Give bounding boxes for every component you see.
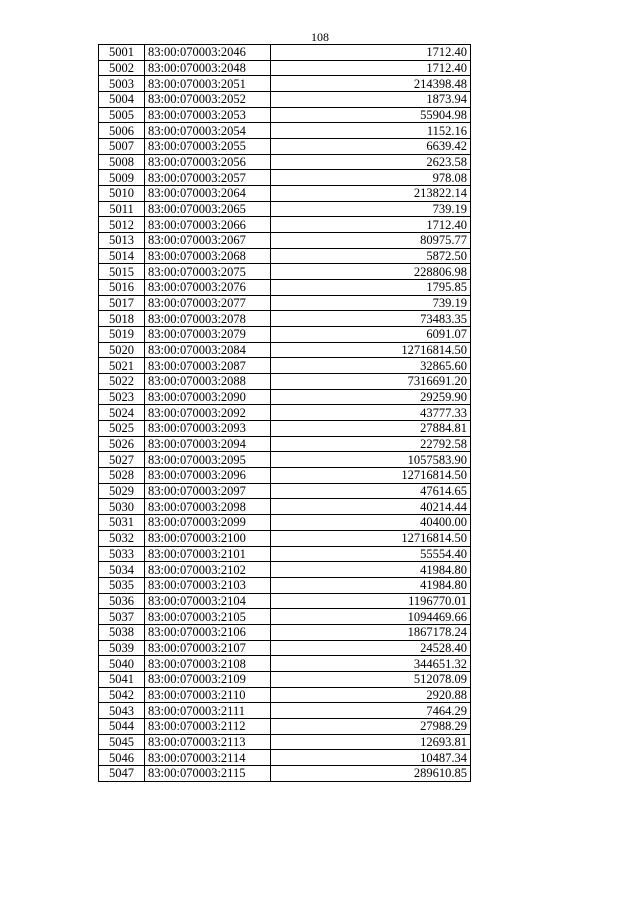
value-cell: 1712.40 xyxy=(271,60,471,76)
cadastral-number-cell: 83:00:070003:2107 xyxy=(145,640,271,656)
row-number-cell: 5005 xyxy=(99,107,145,123)
page-number: 108 xyxy=(311,30,329,44)
row-number-cell: 5030 xyxy=(99,499,145,515)
cadastral-number-cell: 83:00:070003:2112 xyxy=(145,718,271,734)
table-row xyxy=(99,76,471,92)
row-number-cell: 5034 xyxy=(99,562,145,578)
table-row xyxy=(99,765,471,781)
value-cell: 55554.40 xyxy=(271,546,471,562)
cadastral-number-cell: 83:00:070003:2097 xyxy=(145,483,271,499)
table-row xyxy=(99,687,471,703)
table-row xyxy=(99,703,471,719)
row-number-cell: 5011 xyxy=(99,201,145,217)
table-row xyxy=(99,60,471,76)
table-row xyxy=(99,186,471,202)
cadastral-number-cell: 83:00:070003:2093 xyxy=(145,421,271,437)
table-row xyxy=(99,468,471,484)
table-row xyxy=(99,546,471,562)
table-row xyxy=(99,656,471,672)
value-cell: 1873.94 xyxy=(271,92,471,108)
table-row xyxy=(99,750,471,766)
row-number-cell: 5046 xyxy=(99,750,145,766)
value-cell: 228806.98 xyxy=(271,264,471,280)
row-number-cell: 5001 xyxy=(99,45,145,61)
table-body xyxy=(99,45,471,782)
cadastral-number-cell: 83:00:070003:2087 xyxy=(145,358,271,374)
table-row xyxy=(99,248,471,264)
cadastral-number-cell: 83:00:070003:2057 xyxy=(145,170,271,186)
row-number-cell: 5028 xyxy=(99,468,145,484)
table-row xyxy=(99,515,471,531)
value-cell: 1057583.90 xyxy=(271,452,471,468)
row-number-cell: 5026 xyxy=(99,436,145,452)
row-number-cell: 5002 xyxy=(99,60,145,76)
value-cell: 5872.50 xyxy=(271,248,471,264)
cadastral-number-cell: 83:00:070003:2108 xyxy=(145,656,271,672)
table-row xyxy=(99,421,471,437)
value-cell: 47614.65 xyxy=(271,483,471,499)
cadastral-number-cell: 83:00:070003:2109 xyxy=(145,671,271,687)
row-number-cell: 5038 xyxy=(99,624,145,640)
table-row xyxy=(99,718,471,734)
value-cell: 214398.48 xyxy=(271,76,471,92)
value-cell: 29259.90 xyxy=(271,389,471,405)
table-row xyxy=(99,154,471,170)
value-cell: 55904.98 xyxy=(271,107,471,123)
value-cell: 80975.77 xyxy=(271,233,471,249)
cadastral-number-cell: 83:00:070003:2075 xyxy=(145,264,271,280)
value-cell: 213822.14 xyxy=(271,186,471,202)
table-row xyxy=(99,327,471,343)
cadastral-number-cell: 83:00:070003:2106 xyxy=(145,624,271,640)
table-row xyxy=(99,45,471,61)
table-row xyxy=(99,593,471,609)
value-cell: 73483.35 xyxy=(271,311,471,327)
table-row xyxy=(99,139,471,155)
row-number-cell: 5016 xyxy=(99,280,145,296)
cadastral-number-cell: 83:00:070003:2048 xyxy=(145,60,271,76)
value-cell: 1094469.66 xyxy=(271,609,471,625)
cadastral-number-cell: 83:00:070003:2098 xyxy=(145,499,271,515)
value-cell: 1712.40 xyxy=(271,45,471,61)
table-row xyxy=(99,217,471,233)
table-row xyxy=(99,123,471,139)
row-number-cell: 5009 xyxy=(99,170,145,186)
cadastral-number-cell: 83:00:070003:2055 xyxy=(145,139,271,155)
cadastral-number-cell: 83:00:070003:2115 xyxy=(145,765,271,781)
cadastral-number-cell: 83:00:070003:2100 xyxy=(145,530,271,546)
row-number-cell: 5045 xyxy=(99,734,145,750)
value-cell: 12716814.50 xyxy=(271,468,471,484)
table-row xyxy=(99,405,471,421)
row-number-cell: 5039 xyxy=(99,640,145,656)
cadastral-number-cell: 83:00:070003:2076 xyxy=(145,280,271,296)
table-row xyxy=(99,530,471,546)
cadastral-number-cell: 83:00:070003:2088 xyxy=(145,374,271,390)
table-row xyxy=(99,624,471,640)
value-cell: 12716814.50 xyxy=(271,530,471,546)
row-number-cell: 5017 xyxy=(99,295,145,311)
row-number-cell: 5029 xyxy=(99,483,145,499)
value-cell: 978.08 xyxy=(271,170,471,186)
table-row xyxy=(99,734,471,750)
cadastral-number-cell: 83:00:070003:2056 xyxy=(145,154,271,170)
row-number-cell: 5014 xyxy=(99,248,145,264)
value-cell: 24528.40 xyxy=(271,640,471,656)
cadastral-number-cell: 83:00:070003:2090 xyxy=(145,389,271,405)
row-number-cell: 5033 xyxy=(99,546,145,562)
cadastral-number-cell: 83:00:070003:2096 xyxy=(145,468,271,484)
row-number-cell: 5012 xyxy=(99,217,145,233)
cadastral-number-cell: 83:00:070003:2110 xyxy=(145,687,271,703)
value-cell: 7464.29 xyxy=(271,703,471,719)
row-number-cell: 5040 xyxy=(99,656,145,672)
table-row xyxy=(99,577,471,593)
value-cell: 41984.80 xyxy=(271,577,471,593)
table-row xyxy=(99,483,471,499)
table-row xyxy=(99,436,471,452)
table-row xyxy=(99,640,471,656)
cadastral-number-cell: 83:00:070003:2051 xyxy=(145,76,271,92)
table-row xyxy=(99,358,471,374)
value-cell: 27884.81 xyxy=(271,421,471,437)
row-number-cell: 5044 xyxy=(99,718,145,734)
table-row xyxy=(99,609,471,625)
value-cell: 7316691.20 xyxy=(271,374,471,390)
row-number-cell: 5008 xyxy=(99,154,145,170)
row-number-cell: 5022 xyxy=(99,374,145,390)
table-row xyxy=(99,201,471,217)
table-row xyxy=(99,311,471,327)
cadastral-number-cell: 83:00:070003:2077 xyxy=(145,295,271,311)
cadastral-number-cell: 83:00:070003:2053 xyxy=(145,107,271,123)
value-cell: 40214.44 xyxy=(271,499,471,515)
cadastral-number-cell: 83:00:070003:2099 xyxy=(145,515,271,531)
row-number-cell: 5023 xyxy=(99,389,145,405)
cadastral-number-cell: 83:00:070003:2054 xyxy=(145,123,271,139)
cadastral-number-cell: 83:00:070003:2064 xyxy=(145,186,271,202)
table-row xyxy=(99,562,471,578)
table-row xyxy=(99,389,471,405)
table-row xyxy=(99,295,471,311)
cadastral-number-cell: 83:00:070003:2103 xyxy=(145,577,271,593)
row-number-cell: 5020 xyxy=(99,342,145,358)
cadastral-number-cell: 83:00:070003:2046 xyxy=(145,45,271,61)
row-number-cell: 5025 xyxy=(99,421,145,437)
row-number-cell: 5032 xyxy=(99,530,145,546)
value-cell: 6091.07 xyxy=(271,327,471,343)
row-number-cell: 5047 xyxy=(99,765,145,781)
cadastral-number-cell: 83:00:070003:2079 xyxy=(145,327,271,343)
value-cell: 1712.40 xyxy=(271,217,471,233)
row-number-cell: 5037 xyxy=(99,609,145,625)
cadastral-number-cell: 83:00:070003:2084 xyxy=(145,342,271,358)
row-number-cell: 5031 xyxy=(99,515,145,531)
cadastral-number-cell: 83:00:070003:2101 xyxy=(145,546,271,562)
value-cell: 1152.16 xyxy=(271,123,471,139)
value-cell: 739.19 xyxy=(271,295,471,311)
value-cell: 2623.58 xyxy=(271,154,471,170)
row-number-cell: 5006 xyxy=(99,123,145,139)
value-cell: 6639.42 xyxy=(271,139,471,155)
value-cell: 1795.85 xyxy=(271,280,471,296)
value-cell: 739.19 xyxy=(271,201,471,217)
table-row xyxy=(99,107,471,123)
value-cell: 32865.60 xyxy=(271,358,471,374)
row-number-cell: 5021 xyxy=(99,358,145,374)
cadastral-number-cell: 83:00:070003:2052 xyxy=(145,92,271,108)
cadastral-number-cell: 83:00:070003:2114 xyxy=(145,750,271,766)
row-number-cell: 5013 xyxy=(99,233,145,249)
value-cell: 289610.85 xyxy=(271,765,471,781)
cadastral-number-cell: 83:00:070003:2102 xyxy=(145,562,271,578)
value-cell: 40400.00 xyxy=(271,515,471,531)
cadastral-value-table xyxy=(98,44,471,782)
row-number-cell: 5043 xyxy=(99,703,145,719)
value-cell: 12693.81 xyxy=(271,734,471,750)
cadastral-number-cell: 83:00:070003:2065 xyxy=(145,201,271,217)
table-row xyxy=(99,499,471,515)
row-number-cell: 5027 xyxy=(99,452,145,468)
value-cell: 10487.34 xyxy=(271,750,471,766)
row-number-cell: 5042 xyxy=(99,687,145,703)
row-number-cell: 5015 xyxy=(99,264,145,280)
table-row xyxy=(99,452,471,468)
value-cell: 43777.33 xyxy=(271,405,471,421)
table-row xyxy=(99,280,471,296)
row-number-cell: 5003 xyxy=(99,76,145,92)
row-number-cell: 5024 xyxy=(99,405,145,421)
cadastral-number-cell: 83:00:070003:2068 xyxy=(145,248,271,264)
value-cell: 344651.32 xyxy=(271,656,471,672)
cadastral-number-cell: 83:00:070003:2105 xyxy=(145,609,271,625)
row-number-cell: 5007 xyxy=(99,139,145,155)
value-cell: 512078.09 xyxy=(271,671,471,687)
cadastral-number-cell: 83:00:070003:2066 xyxy=(145,217,271,233)
value-cell: 41984.80 xyxy=(271,562,471,578)
cadastral-number-cell: 83:00:070003:2113 xyxy=(145,734,271,750)
row-number-cell: 5035 xyxy=(99,577,145,593)
row-number-cell: 5036 xyxy=(99,593,145,609)
value-cell: 2920.88 xyxy=(271,687,471,703)
cadastral-number-cell: 83:00:070003:2092 xyxy=(145,405,271,421)
cadastral-number-cell: 83:00:070003:2067 xyxy=(145,233,271,249)
row-number-cell: 5004 xyxy=(99,92,145,108)
table-row xyxy=(99,170,471,186)
cadastral-number-cell: 83:00:070003:2094 xyxy=(145,436,271,452)
table-row xyxy=(99,92,471,108)
cadastral-number-cell: 83:00:070003:2104 xyxy=(145,593,271,609)
row-number-cell: 5041 xyxy=(99,671,145,687)
table-row xyxy=(99,342,471,358)
row-number-cell: 5018 xyxy=(99,311,145,327)
table-row xyxy=(99,374,471,390)
value-cell: 27988.29 xyxy=(271,718,471,734)
value-cell: 12716814.50 xyxy=(271,342,471,358)
value-cell: 22792.58 xyxy=(271,436,471,452)
cadastral-number-cell: 83:00:070003:2095 xyxy=(145,452,271,468)
table-row xyxy=(99,671,471,687)
row-number-cell: 5010 xyxy=(99,186,145,202)
table-row xyxy=(99,264,471,280)
cadastral-number-cell: 83:00:070003:2111 xyxy=(145,703,271,719)
table-row xyxy=(99,233,471,249)
row-number-cell: 5019 xyxy=(99,327,145,343)
value-cell: 1196770.01 xyxy=(271,593,471,609)
cadastral-number-cell: 83:00:070003:2078 xyxy=(145,311,271,327)
value-cell: 1867178.24 xyxy=(271,624,471,640)
